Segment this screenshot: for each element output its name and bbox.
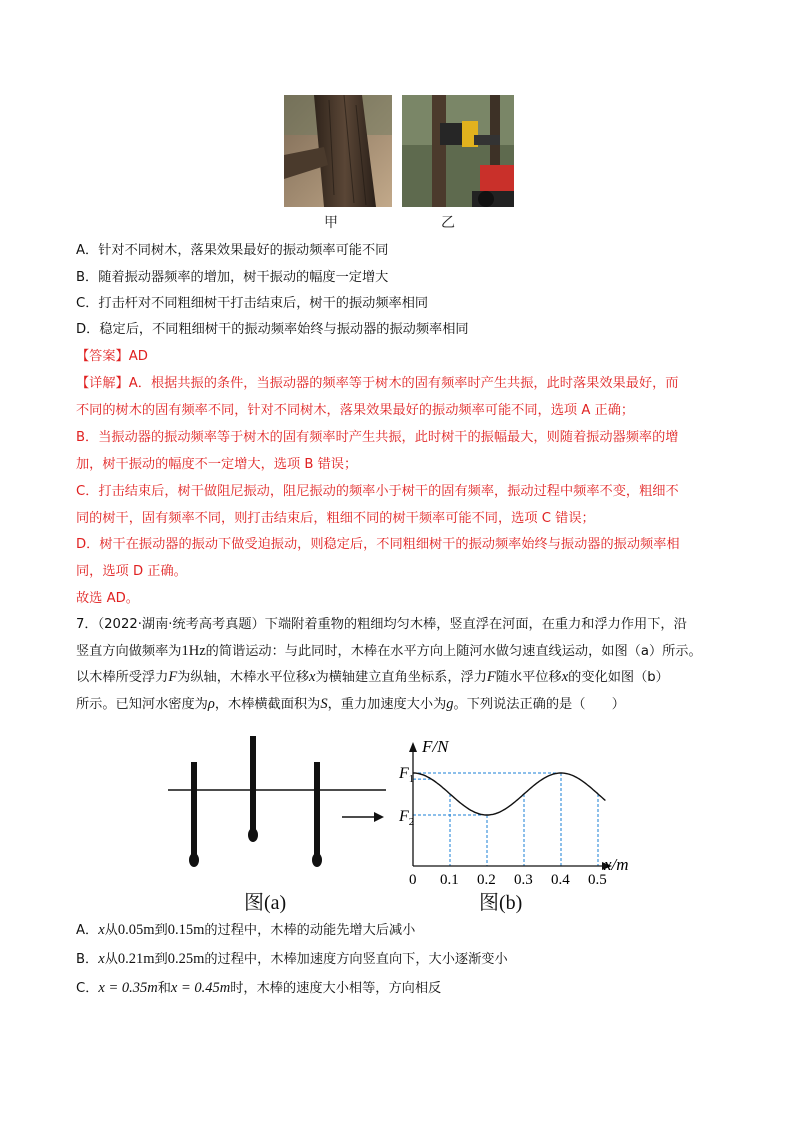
photo-yi	[402, 95, 514, 207]
rod-3-weight	[312, 853, 322, 867]
label-F2: $F_2$	[399, 808, 415, 828]
q7-option-b	[76, 949, 508, 970]
figure-a	[160, 730, 400, 870]
var-x: x	[309, 669, 316, 685]
q6-explain-line-3: B．当振动器的振动频率等于树木的固有频率时产生共振，此时树干的振幅最大，则随着振动器频率的增	[76, 430, 679, 445]
q7-frequency: 1Hz	[181, 643, 206, 659]
tree-trunk-photo	[284, 95, 392, 207]
q7-l3-d: 随水平位移	[495, 670, 562, 685]
var-F: F	[168, 669, 178, 685]
q6-option-c: C．打击杆对不同粗细树干打击结束后，树干的振动频率相同	[76, 296, 429, 311]
q7-l3-b: 为纵轴，木棒水平位移	[177, 670, 310, 685]
x-tick-label: 0.5	[588, 872, 607, 888]
q6-option-d: D．稳定后，不同粗细树干的振动频率始终与振动器的振动频率相同	[76, 322, 469, 337]
q7-opta-b: 从	[104, 923, 118, 938]
photo-jia	[284, 95, 392, 207]
q7-optc-b: 和	[157, 981, 171, 996]
q7-l3-e: 的变化如图（b）	[568, 670, 669, 685]
q7-optc-c: 时，木棒的速度大小相等，方向相反	[230, 981, 442, 996]
q7-optb-b: 从	[104, 952, 118, 967]
q7-stem-line-2	[76, 641, 702, 662]
q7-l4-b: ，木棒横截面积为	[214, 697, 321, 712]
q6-option-b: B．随着振动器频率的增加，树干振动的幅度一定增大	[76, 270, 389, 285]
motion-arrow	[342, 808, 384, 820]
q7-opta-d: 的过程中，木棒的动能先增大后减小	[204, 923, 416, 938]
q6-explain-line-7: D．树干在振动器的振动下做受迫振动，则稳定后，不同粗细树干的振动频率始终与振动器的振动频率相	[76, 537, 680, 552]
q7-l3-a: 以木棒所受浮力	[76, 670, 169, 685]
q7-l4-a: 所示。已知河水密度为	[76, 697, 208, 712]
eq-x-0-35m: x = 0.35m	[98, 980, 158, 996]
value-0-05m: 0.05m	[117, 922, 155, 938]
q7-option-c	[76, 978, 441, 999]
origin-label: 0	[409, 872, 417, 888]
rod-1	[191, 762, 197, 858]
q7-l2-b: 的简谐运动：与此同时，木棒在水平方向上随河水做匀速直线运动，如图（a）所示。	[205, 644, 702, 659]
q7-opta-c: 到	[154, 923, 168, 938]
arrow-right-icon	[342, 811, 384, 823]
var-x: x	[98, 922, 105, 938]
q6-conclusion: 故选 AD。	[76, 591, 139, 606]
rod-1-weight	[189, 853, 199, 867]
q6-explain-line-5: C．打击结束后，树干做阻尼振动，阻尼振动的频率小于树干的固有频率，振动过程中频率不变，粗细不	[76, 484, 679, 499]
rod-3	[314, 762, 320, 858]
photo-jia-caption: 甲	[324, 215, 338, 231]
q7-optb-c: 到	[154, 952, 168, 967]
q7-l2-a: 竖直方向做频率为	[76, 644, 182, 659]
q6-explain-line-2: 不同的树木的固有频率不同，针对不同树木，落果效果最好的振动频率可能不同，选项 A 正确；	[76, 403, 635, 418]
x-axis-label: x/m	[604, 855, 629, 874]
q7-l4-d: 。下列说法正确的是（ ）	[453, 697, 625, 712]
var-rho: ρ	[207, 696, 215, 712]
x-tick-labels	[440, 872, 607, 888]
option-a-letter: A．	[76, 923, 99, 938]
figure-b-caption: 图(b)	[479, 892, 523, 914]
guide-lines	[413, 773, 598, 866]
q6-explain-line-8: 同，选项 D 正确。	[76, 564, 187, 579]
q7-stem-line-1: 7．（2022·湖南·统考高考真题）下端附着重物的粗细均匀木棒，竖直浮在河面，在重力和浮力作用下，沿	[76, 617, 687, 632]
q6-explain-line-4: 加，树干振动的幅度不一定增大，选项 B 错误；	[76, 457, 358, 472]
x-tick-label: 0.2	[477, 872, 496, 888]
q6-option-a: A．针对不同树木，落果效果最好的振动频率可能不同	[76, 243, 389, 258]
value-0-15m: 0.15m	[167, 922, 205, 938]
var-F: F	[486, 669, 496, 685]
x-tick-label: 0.1	[440, 872, 459, 888]
value-0-21m: 0.21m	[117, 951, 155, 967]
q7-optb-d: 的过程中，木棒加速度方向竖直向下，大小逐渐变小	[204, 952, 508, 967]
var-g: g	[446, 696, 454, 712]
var-S: S	[320, 696, 328, 712]
value-0-25m: 0.25m	[167, 951, 205, 967]
eq-x-0-45m: x = 0.45m	[170, 980, 231, 996]
q7-option-a	[76, 920, 415, 941]
rod-2	[250, 736, 256, 834]
var-x: x	[98, 951, 105, 967]
photo-yi-caption: 乙	[441, 215, 455, 231]
figure-b-chart	[396, 738, 646, 888]
y-axis-label-F: F/N	[422, 738, 449, 756]
shaker-machine-photo	[402, 95, 514, 207]
var-x: x	[561, 669, 569, 685]
y-axis-arrow	[409, 742, 417, 752]
q6-explain-line-1: 【详解】A．根据共振的条件，当振动器的频率等于树木的固有频率时产生共振，此时落果效果最好，而	[76, 376, 679, 391]
q7-stem-line-4	[76, 694, 625, 715]
option-b-letter: B．	[76, 952, 99, 967]
force-curve	[413, 773, 605, 815]
rod-2-weight	[248, 828, 258, 842]
option-c-letter: C．	[76, 981, 99, 996]
x-tick-label: 0.3	[514, 872, 533, 888]
q6-explain-line-6: 同的树干，固有频率不同，则打击结束后，粗细不同的树干频率可能不同，选项 C 错误；	[76, 511, 595, 526]
figure-a-caption: 图(a)	[244, 892, 287, 914]
q6-answer: 【答案】AD	[76, 349, 148, 364]
q7-l4-c: ，重力加速度大小为	[327, 697, 447, 712]
x-tick-label: 0.4	[551, 872, 570, 888]
q7-stem-line-3	[76, 667, 669, 688]
label-F1: $F_1$	[399, 765, 415, 785]
q7-l3-c: 为横轴建立直角坐标系，浮力	[315, 670, 487, 685]
